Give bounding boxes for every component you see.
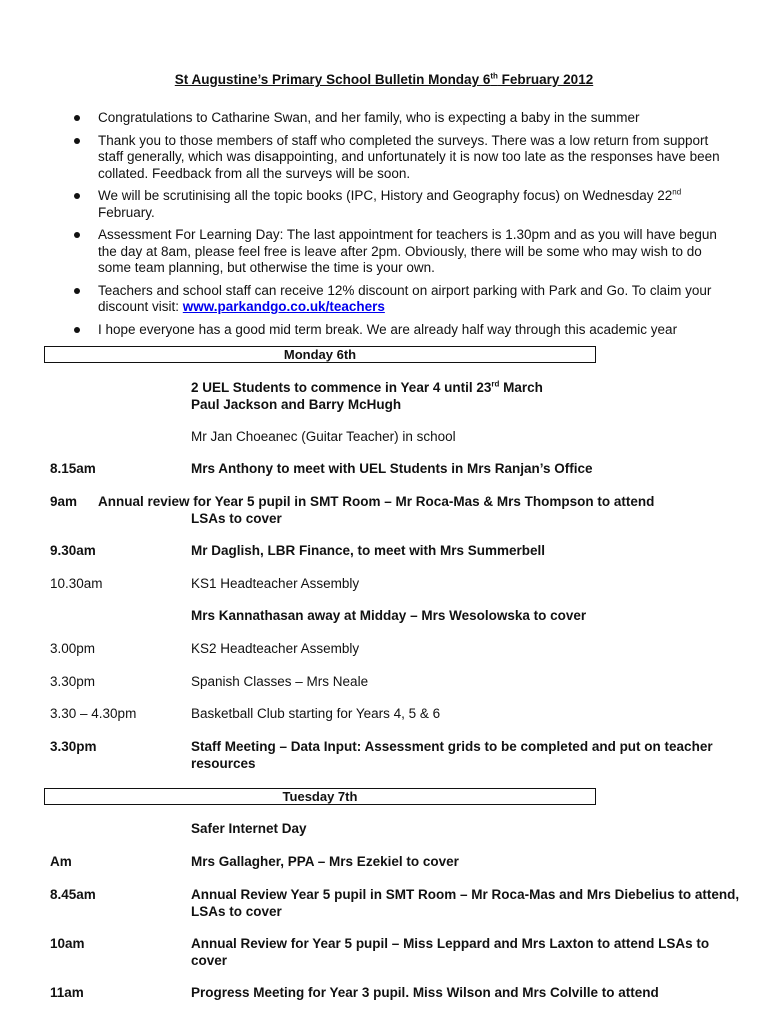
notice-list: [72, 110, 732, 344]
schedule-row: [50, 706, 740, 723]
event-time: 11am: [50, 985, 84, 1000]
bullet-icon: [74, 138, 80, 144]
schedule-row: [50, 429, 740, 446]
event-desc: KS2 Headteacher Assembly: [191, 641, 360, 656]
notice-item: [72, 133, 732, 183]
event-time: 9.30am: [50, 543, 96, 558]
day-header-monday: Monday 6th: [44, 346, 596, 363]
notice-item: [72, 283, 732, 316]
event-desc: Basketball Club starting for Years 4, 5 & 6: [191, 706, 441, 721]
event-desc: Progress Meeting for Year 3 pupil. Miss Wilson and Mrs Colville to attend: [191, 985, 659, 1000]
schedule-row: [50, 674, 740, 691]
title-suffix: February 2012: [497, 72, 594, 87]
schedule-row: [50, 461, 740, 478]
notice-item: [72, 110, 732, 127]
event-desc: Staff Meeting – Data Input: Assessment grids to be completed and put on teacher resources: [191, 739, 713, 771]
event-time: 3.30pm: [50, 739, 97, 754]
title-sup: th: [490, 71, 498, 81]
day-header-tuesday: Tuesday 7th: [44, 788, 596, 805]
event-time: 10.30am: [50, 576, 103, 591]
notice-text: Teachers and school staff can receive 12% discount on airport parking with Park and Go. To claim your discount visit:: [98, 282, 712, 314]
schedule-row: [50, 887, 740, 920]
event-desc: Mrs Gallagher, PPA – Mrs Ezekiel to cover: [191, 854, 459, 869]
event-time: 8.15am: [50, 461, 96, 476]
notice-text: Assessment For Learning Day: The last appointment for teachers is 1.30pm and as you will have begun the day at 8am, please feel free is leave after 2pm. Obviously, there will be some who may wish to do some team planning, but otherwise the time is your own.: [98, 227, 717, 275]
event-time: 10am: [50, 936, 85, 951]
schedule-row: [50, 576, 740, 593]
bullet-icon: [74, 193, 80, 199]
event-time: 3.30pm: [50, 674, 96, 689]
notice-item: [72, 188, 732, 221]
event-time: Am: [50, 854, 72, 869]
notice-text-end: February.: [98, 204, 155, 220]
bullet-icon: [74, 232, 80, 238]
event-time: 3.00pm: [50, 641, 96, 656]
schedule-row: [50, 936, 740, 969]
schedule-row: [50, 739, 740, 772]
notice-item: [72, 322, 732, 339]
bullet-icon: [74, 288, 80, 294]
event-time: 9am: [50, 494, 78, 509]
notice-sup: nd: [672, 187, 682, 197]
bulletin-title: [0, 72, 768, 87]
event-desc: Annual review for Year 5 pupil in SMT Room – Mr Roca-Mas & Mrs Thompson to attend: [98, 494, 655, 509]
event-desc: Mrs Anthony to meet with UEL Students in Mrs Ranjan’s Office: [191, 461, 593, 476]
event-sup: rd: [491, 379, 500, 389]
notice-item: [72, 227, 732, 277]
event-time: 8.45am: [50, 887, 96, 902]
event-desc: Mr Daglish, LBR Finance, to meet with Mrs Summerbell: [191, 543, 546, 558]
schedule-row: [50, 380, 740, 413]
schedule-row: [50, 854, 740, 871]
notice-text: Congratulations to Catharine Swan, and her family, who is expecting a baby in the summer: [98, 110, 640, 125]
event-desc: KS1 Headteacher Assembly: [191, 576, 360, 591]
schedule-row: [50, 494, 740, 527]
bullet-icon: [74, 327, 80, 333]
schedule-row: [50, 821, 740, 838]
event-desc: Mr Jan Choeanec (Guitar Teacher) in school: [191, 429, 456, 444]
notice-text: I hope everyone has a good mid term break. We are already half way through this academic year: [98, 321, 678, 337]
event-time: 3.30 – 4.30pm: [50, 706, 137, 721]
schedule-row: [50, 543, 740, 560]
event-desc: Annual Review for Year 5 pupil – Miss Leppard and Mrs Laxton to attend LSAs to cover: [191, 936, 710, 968]
schedule-row: [50, 985, 740, 1002]
event-desc: Spanish Classes – Mrs Neale: [191, 674, 369, 689]
notice-text: We will be scrutinising all the topic books (IPC, History and Geography focus) on Wednesday 22: [98, 188, 673, 203]
schedule-row: [50, 608, 740, 625]
event-desc-end: March: [499, 380, 543, 395]
event-desc: Mrs Kannathasan away at Midday – Mrs Wesolowska to cover: [191, 608, 587, 623]
event-desc: Annual Review Year 5 pupil in SMT Room – Mr Roca-Mas and Mrs Diebelius to attend, LSAs to cover: [191, 887, 740, 919]
schedule-row: [50, 641, 740, 658]
event-desc-cont: LSAs to cover: [191, 510, 282, 526]
event-names: Paul Jackson and Barry McHugh: [191, 396, 402, 412]
bullet-icon: [74, 115, 80, 121]
parkandgo-link[interactable]: www.parkandgo.co.uk/teachers: [182, 299, 385, 314]
event-desc: Safer Internet Day: [191, 821, 307, 836]
event-desc: 2 UEL Students to commence in Year 4 until 23: [191, 380, 492, 395]
title-prefix: St Augustine’s Primary School Bulletin Monday 6: [174, 72, 491, 87]
notice-text: Thank you to those members of staff who completed the surveys. There was a low return from support staff generally, which was disappointing, and unfortunately it is now too late as the responses have been collated. Feedback from all the surveys will be soon.: [98, 132, 720, 181]
